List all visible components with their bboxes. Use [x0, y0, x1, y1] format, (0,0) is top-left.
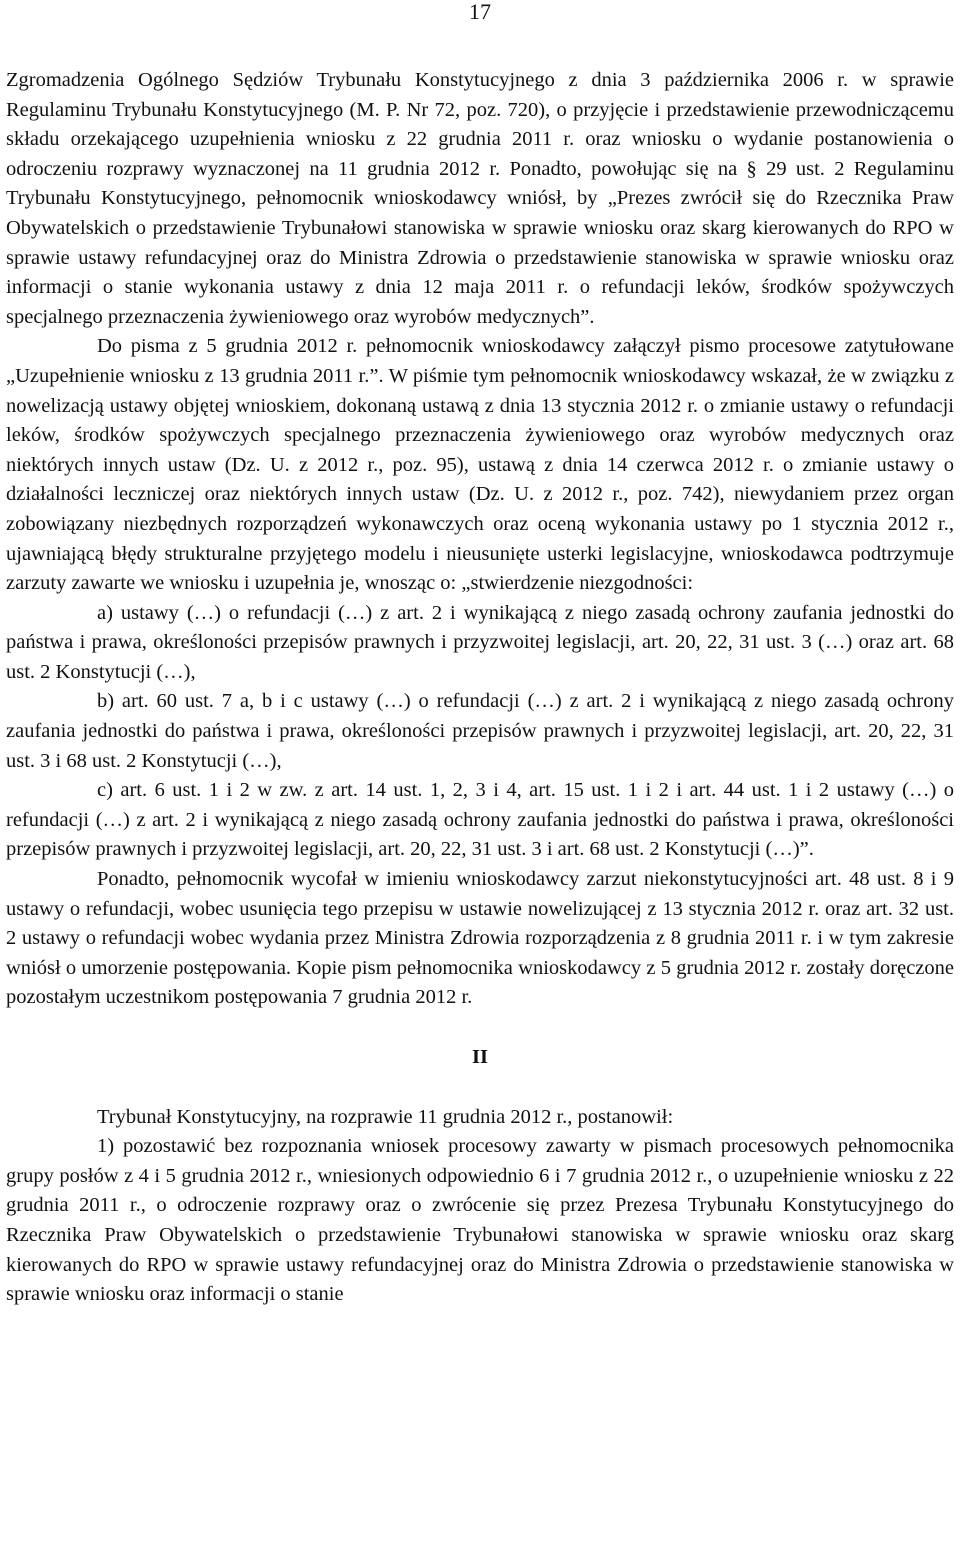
claim-item-b: b) art. 60 ust. 7 a, b i c ustawy (…) o refundacji (…) z art. 2 i wynikającą z niego zasadą ochrony zaufania jednostki do państwa i prawa, określoności przepisów prawnych i przyzwoitej legislacji, art. 20, 22, 31 ust. 3 i 68 ust. 2 Konstytucji (…),: [6, 690, 954, 772]
paragraph-tribunal-decision: Trybunał Konstytucyjny, na rozprawie 11 grudnia 2012 r., postanowił:: [97, 1105, 674, 1128]
claim-item-a: a) ustawy (…) o refundacji (…) z art. 2 i wynikającą z niego zasadą ochrony zaufania jednostki do państwa i prawa, określoności przepisów prawnych i przyzwoitej legislacji, art. 20, 22, 31 ust. 3 (…) oraz art. 68 ust. 2 Konstytucji (…),: [6, 601, 954, 683]
document-body: [6, 66, 954, 1310]
decision-item-1: 1) pozostawić bez rozpoznania wniosek procesowy zawarty w pismach procesowych pełnomocnika grupy posłów z 4 i 5 grudnia 2012 r., wniesionych odpowiednio 6 i 7 grudnia 2012 r., o uzupełnienie wniosku z 22 grudnia 2011 r., o odroczenie rozprawy oraz o zwrócenie się przez Prezesa Trybunału Konstytucyjnego do Rzecznika Praw Obywatelskich o przedstawienie Trybunałowi stanowiska w sprawie wniosku oraz skarg kierowanych do RPO w sprawie ustawy refundacyjnej oraz do Ministra Zdrowia o przedstawienie stanowiska w sprawie wniosku oraz informacji o stanie: [6, 1135, 954, 1306]
paragraph-letter-attachment: Do pisma z 5 grudnia 2012 r. pełnomocnik wnioskodawcy załączył pismo procesowe zatytułowane „Uzupełnienie wniosku z 13 grudnia 2011 r.”. W piśmie tym pełnomocnik wnioskodawcy wskazał, że w związku z nowelizacją ustawy objętej wnioskiem, dokonaną ustawą z dnia 13 stycznia 2012 r. o zmianie ustawy o refundacji leków, środków spożywczych specjalnego przeznaczenia żywieniowego oraz wyrobów medycznych oraz niektórych innych ustaw (Dz. U. z 2012 r., poz. 95), ustawą z dnia 14 czerwca 2012 r. o zmianie ustawy o działalności leczniczej oraz niektórych innych ustaw (Dz. U. z 2012 r., poz. 742), niewydaniem przez organ zobowiązany niezbędnych rozporządzeń wykonawczych oraz oceną wykonania ustawy po 1 stycznia 2012 r., ujawniającą błędy strukturalne przyjętego modelu i nieusunięte usterki legislacyjne, wnioskodawca podtrzymuje zarzuty zawarte we wniosku i uzupełnia je, wnosząc o: „stwierdzenie niezgodności:: [6, 335, 954, 595]
paragraph-continuation: Zgromadzenia Ogólnego Sędziów Trybunału Konstytucyjnego z dnia 3 października 2006 r. w sprawie Regulaminu Trybunału Konstytucyjnego (M. P. Nr 72, poz. 720), o przyjęcie i przedstawienie przewodniczącemu składu orzekającego uzupełnienia wniosku z 22 grudnia 2011 r. oraz wniosku o wydanie postanowienia o odroczeniu rozprawy wyznaczonej na 11 grudnia 2012 r. Ponadto, powołując się na § 29 ust. 2 Regulaminu Trybunału Konstytucyjnego, pełnomocnik wnioskodawcy wniósł, by „Prezes zwrócił się do Rzecznika Praw Obywatelskich o przedstawienie Trybunałowi stanowiska w sprawie wniosku oraz skarg kierowanych do RPO w sprawie ustawy refundacyjnej oraz do Ministra Zdrowia o przedstawienie stanowiska w sprawie wniosku oraz informacji o stanie wykonania ustawy z dnia 12 maja 2011 r. o refundacji leków, środków spożywczych specjalnego przeznaczenia żywieniowego oraz wyrobów medycznych”.: [6, 69, 954, 328]
paragraph-withdrawal: Ponadto, pełnomocnik wycofał w imieniu wnioskodawcy zarzut niekonstytucyjności art. 48 ust. 8 i 9 ustawy o refundacji, wobec usunięcia tego przepisu w ustawie nowelizującej z 13 stycznia 2012 r. oraz art. 32 ust. 2 ustawy o refundacji wobec wydania przez Ministra Zdrowia rozporządzenia z 8 grudnia 2011 r. i w tym zakresie wniósł o umorzenie postępowania. Kopie pism pełnomocnika wnioskodawcy z 5 grudnia 2012 r. zostały doręczone pozostałym uczestnikom postępowania 7 grudnia 2012 r.: [6, 868, 954, 1009]
section-heading: II: [472, 1046, 488, 1068]
claim-item-c: c) art. 6 ust. 1 i 2 w zw. z art. 14 ust. 1, 2, 3 i 4, art. 15 ust. 1 i 2 i art. 44 ust. 1 i 2 ustawy (…) o refundacji (…) z art. 2 i wynikającą z niego zasadą ochrony zaufania jednostki do państwa i prawa, określoności przepisów prawnych i przyzwoitej legislacji, art. 20, 22, 31 ust. 3 i art. 68 ust. 2 Konstytucji (…)”.: [6, 779, 954, 861]
page-number: 17: [469, 0, 491, 24]
